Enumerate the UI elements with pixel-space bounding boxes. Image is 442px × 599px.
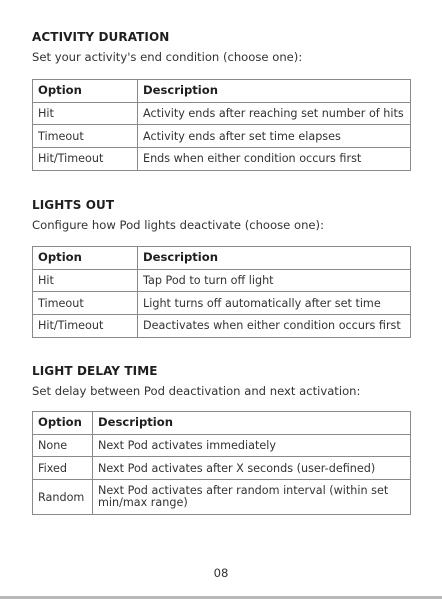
activity-duration-table <box>32 79 411 171</box>
table-row <box>33 102 411 125</box>
activity-duration-title: ACTIVITY DURATION <box>32 30 170 44</box>
header-description: Description <box>138 80 411 103</box>
option-cell: Hit/Timeout <box>33 315 138 338</box>
table-row <box>33 315 411 338</box>
header-option: Option <box>33 80 138 103</box>
table-header-row <box>33 80 411 103</box>
option-cell: Fixed <box>33 457 93 480</box>
table-header-row <box>33 412 411 435</box>
description-cell: Next Pod activates after X seconds (user-defined) <box>93 457 411 480</box>
table-header-row <box>33 247 411 270</box>
option-cell: Hit <box>33 102 138 125</box>
table-row <box>33 148 411 171</box>
description-cell: Light turns off automatically after set time <box>138 292 411 315</box>
lights-out-section <box>32 198 410 233</box>
light-delay-time-table-wrap <box>32 411 410 515</box>
table-row <box>33 434 411 457</box>
option-cell: Timeout <box>33 292 138 315</box>
table-row <box>33 480 411 515</box>
description-cell: Tap Pod to turn off light <box>138 269 411 292</box>
light-delay-time-section <box>32 364 410 399</box>
page-number: 08 <box>213 566 229 580</box>
activity-duration-table-wrap <box>32 79 410 171</box>
lights-out-description: Configure how Pod lights deactivate (choose one): <box>32 218 324 232</box>
lights-out-table <box>32 246 411 338</box>
activity-duration-section <box>32 30 410 65</box>
table-row <box>33 125 411 148</box>
header-option: Option <box>33 412 93 435</box>
table-row <box>33 292 411 315</box>
description-cell: Next Pod activates immediately <box>93 434 411 457</box>
table-row <box>33 457 411 480</box>
option-cell: Random <box>33 480 93 515</box>
light-delay-time-table <box>32 411 411 515</box>
description-cell: Deactivates when either condition occurs first <box>138 315 411 338</box>
option-cell: Hit <box>33 269 138 292</box>
option-cell: None <box>33 434 93 457</box>
light-delay-time-description: Set delay between Pod deactivation and next activation: <box>32 384 361 398</box>
activity-duration-description: Set your activity's end condition (choose one): <box>32 50 303 64</box>
header-option: Option <box>33 247 138 270</box>
header-description: Description <box>138 247 411 270</box>
lights-out-table-wrap <box>32 246 410 338</box>
option-cell: Timeout <box>33 125 138 148</box>
description-cell: Ends when either condition occurs first <box>138 148 411 171</box>
light-delay-time-title: LIGHT DELAY TIME <box>32 364 158 378</box>
description-cell: Next Pod activates after random interval (within set min/max range) <box>93 480 411 515</box>
header-description: Description <box>93 412 411 435</box>
table-row <box>33 269 411 292</box>
option-cell: Hit/Timeout <box>33 148 138 171</box>
description-cell: Activity ends after set time elapses <box>138 125 411 148</box>
description-cell: Activity ends after reaching set number of hits <box>138 102 411 125</box>
lights-out-title: LIGHTS OUT <box>32 198 115 212</box>
